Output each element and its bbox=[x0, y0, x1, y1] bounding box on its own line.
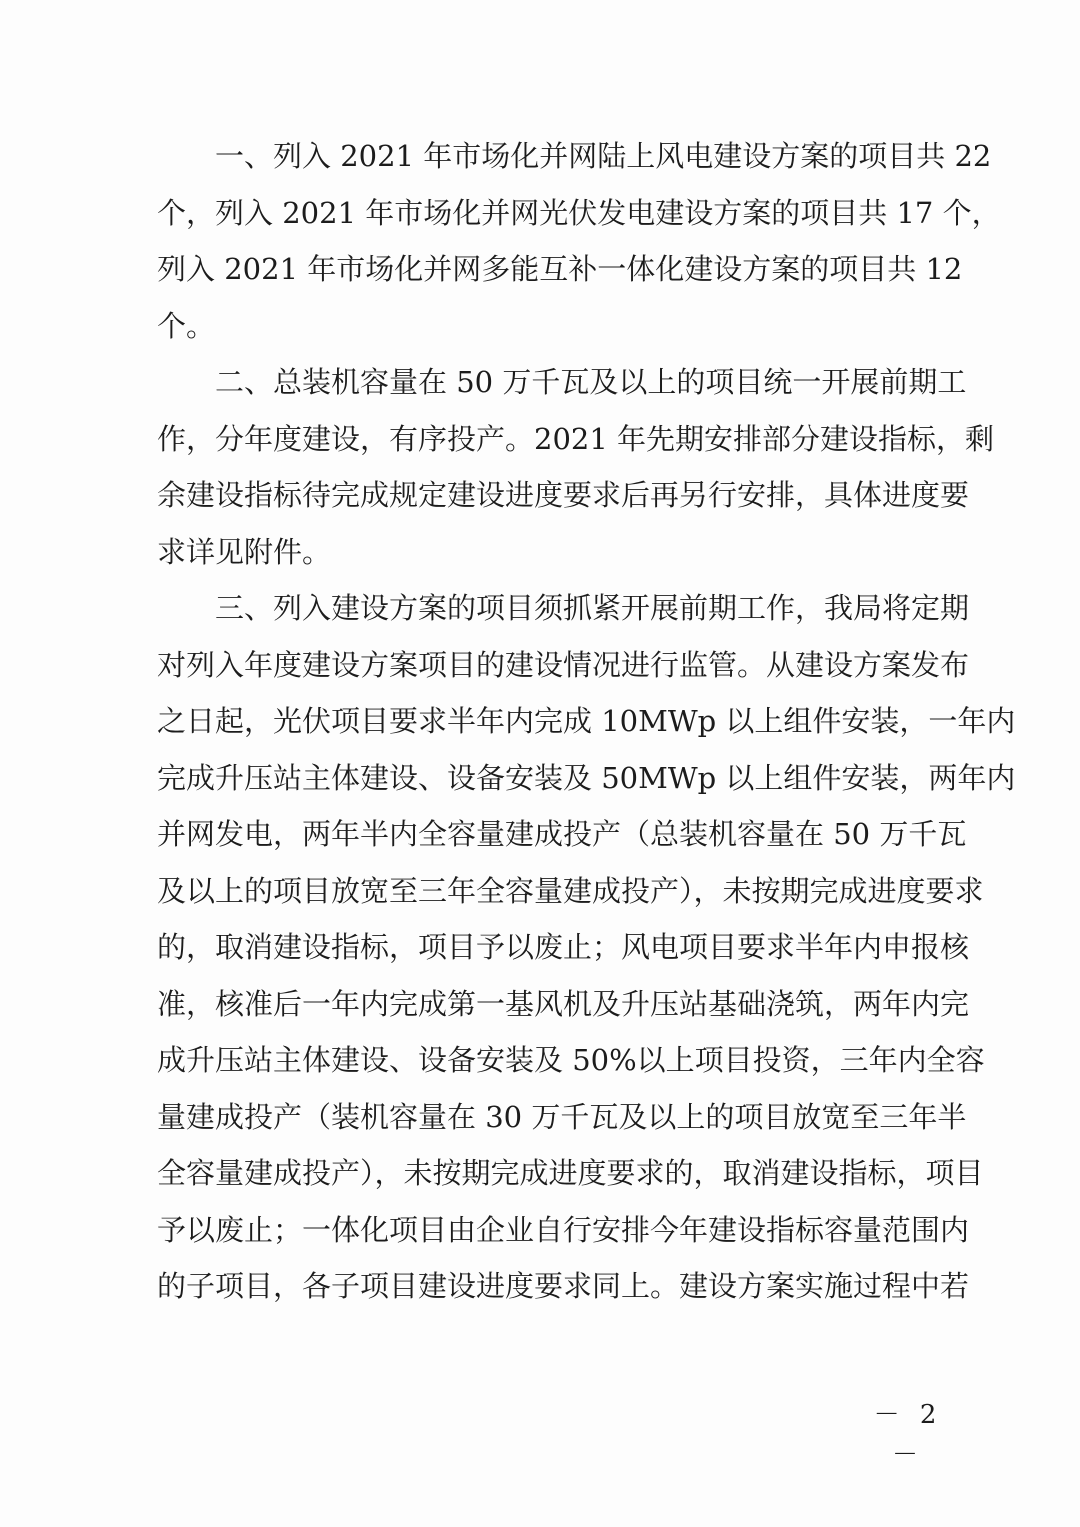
text-line: 个，列入 2021 年市场化并网光伏发电建设方案的项目共 17 个， bbox=[157, 195, 1001, 230]
text-line: 完成升压站主体建设、设备安装及 50MWp 以上组件安装，两年内 bbox=[157, 760, 1016, 795]
text-line: 对列入年度建设方案项目的建设情况进行监管。从建设方案发布 bbox=[157, 647, 970, 682]
text-line: 求详见附件。 bbox=[157, 534, 332, 569]
text-line: 成升压站主体建设、设备安装及 50%以上项目投资，三年内全容 bbox=[157, 1043, 985, 1077]
text-line: 的，取消建设指标，项目予以废止；风电项目要求半年内申报核 bbox=[157, 930, 970, 964]
text-line: 及以上的项目放宽至三年全容量建成投产），未按期完成进度要求 bbox=[157, 873, 984, 908]
text-line: 一、列入 2021 年市场化并网陆上风电建设方案的项目共 22 bbox=[215, 139, 992, 173]
text-line: 二、总装机容量在 50 万千瓦及以上的项目统一开展前期工 bbox=[215, 365, 967, 399]
text-line: 余建设指标待完成规定建设进度要求后再另行安排，具体进度要 bbox=[157, 478, 970, 512]
document-body bbox=[157, 128, 1016, 1315]
text-line: 准，核准后一年内完成第一基风机及升压站基础浇筑，两年内完 bbox=[157, 986, 970, 1021]
text-line: 个。 bbox=[157, 308, 216, 343]
text-line: 量建成投产（装机容量在 30 万千瓦及以上的项目放宽至三年半 bbox=[157, 1099, 967, 1134]
text-line: 作，分年度建设，有序投产。2021 年先期安排部分建设指标，剩 bbox=[157, 421, 995, 456]
text-line: 并网发电，两年半内全容量建成投产（总装机容量在 50 万千瓦 bbox=[157, 817, 967, 851]
page-number: － 2 － bbox=[873, 1400, 943, 1470]
text-line: 列入 2021 年市场化并网多能互补一体化建设方案的项目共 12 bbox=[157, 252, 963, 286]
text-line: 予以废止；一体化项目由企业自行安排今年建设指标容量范围内 bbox=[157, 1212, 970, 1247]
text-line: 之日起，光伏项目要求半年内完成 10MWp 以上组件安装，一年内 bbox=[157, 704, 1016, 738]
text-line: 的子项目，各子项目建设进度要求同上。建设方案实施过程中若 bbox=[157, 1269, 970, 1303]
text-line: 三、列入建设方案的项目须抓紧开展前期工作，我局将定期 bbox=[215, 591, 970, 625]
text-line: 全容量建成投产），未按期完成进度要求的，取消建设指标，项目 bbox=[157, 1156, 984, 1190]
